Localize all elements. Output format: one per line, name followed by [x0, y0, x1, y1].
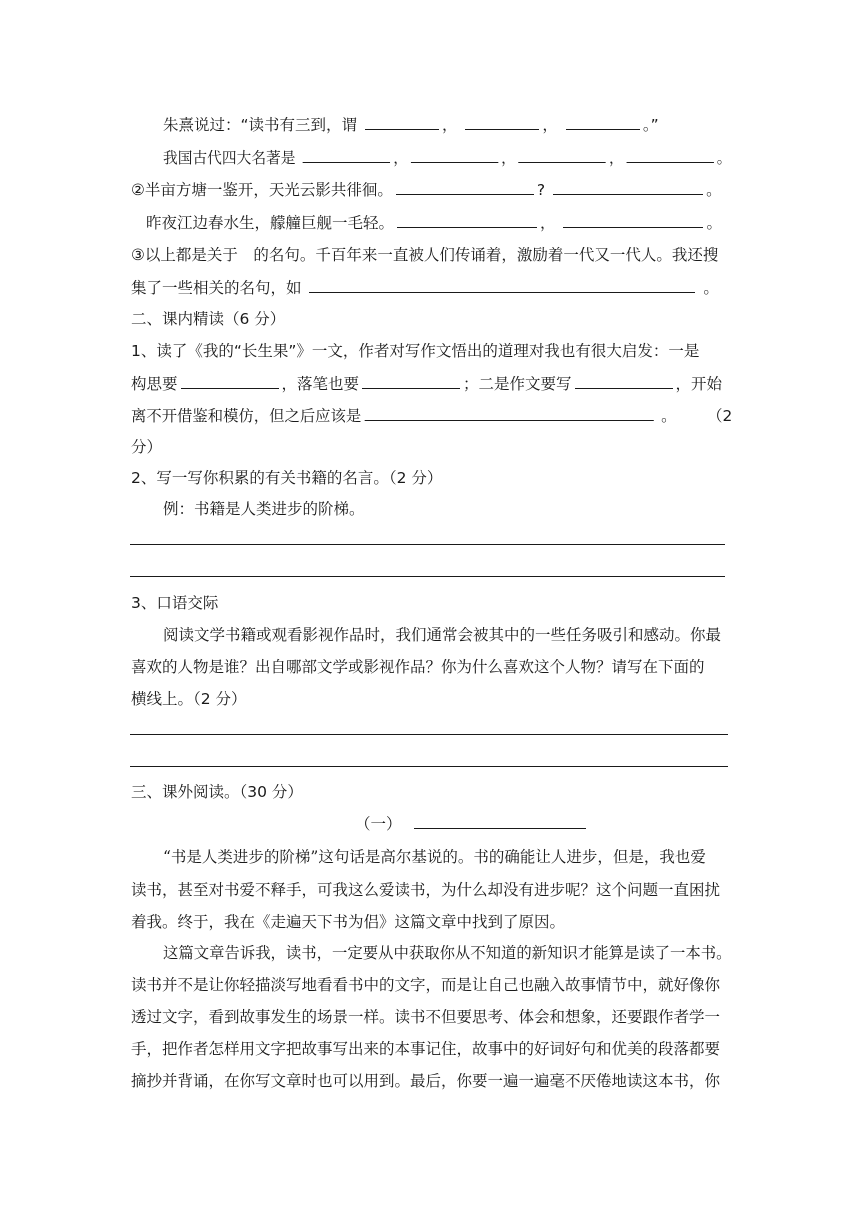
poem1-line: ②半亩方塘一鉴开，天光云影共徘徊。 ? 。: [131, 178, 722, 201]
para2-line-1: 这篇文章告诉我，读书，一定要从中获取你从不知道的新知识才能算是读了一本书。: [163, 944, 732, 962]
para2-line-5: 摘抄并背诵，在你写文章时也可以用到。最后，你要一遍一遍毫不厌倦地读这本书，你: [131, 1072, 721, 1090]
answer-line[interactable]: [130, 544, 725, 545]
passage-heading: （一）: [355, 812, 589, 835]
section3-title: 三、课外阅读。（30 分）: [131, 783, 303, 801]
zhuxi-line: 朱熹说过：“读书有三到，谓 ， ， 。”: [163, 113, 659, 136]
q3-title: 3、口语交际: [131, 594, 219, 612]
answer-line[interactable]: [130, 734, 728, 735]
answer-blank[interactable]: [362, 372, 460, 389]
answer-blank[interactable]: [563, 211, 703, 228]
passage-title-blank[interactable]: [414, 812, 586, 829]
q3-line-1: 阅读文学书籍或观看影视作品时，我们通常会被其中的一些任务吸引和感动。你最: [163, 626, 722, 644]
answer-blank[interactable]: [519, 146, 606, 163]
answer-blank[interactable]: [553, 178, 703, 195]
answer-blank[interactable]: [397, 211, 537, 228]
section2-title: 二、课内精读（6 分）: [131, 310, 286, 328]
q1-line-3: 离不开借鉴和模仿，但之后应该是 。 （2: [131, 404, 732, 427]
answer-blank[interactable]: [365, 113, 439, 130]
para1-line-2: 读书，甚至对书爱不释手，可我这么爱读书，为什么却没有进步呢？这个问题一直困扰: [131, 881, 721, 899]
theme-line-1: ③以上都是关于 的名句。千百年来一直被人们传诵着，激励着一代又一代人。我还搜: [131, 246, 719, 264]
answer-line[interactable]: [130, 766, 728, 767]
poem2-line: 昨夜江边春水生，艨艟巨舰一毛轻。 ， 。: [146, 211, 722, 234]
answer-blank[interactable]: [309, 276, 695, 293]
para2-line-2: 读书并不是让你轻描淡写地看看书中的文字，而是让自己也融入故事情节中，就好像你: [131, 976, 721, 994]
para2-line-4: 手，把作者怎样用文字把故事写出来的本事记住，故事中的好词好句和优美的段落都要: [131, 1040, 721, 1058]
q1-line-2: 构思要 ，落笔也要 ；二是作文要写 ，开始: [131, 372, 722, 395]
q1-line-1: 1、读了《我的“长生果”》一文，作者对写作文悟出的道理对我也有很大启发：一是: [131, 342, 700, 360]
masterpieces-line: 我国古代四大名著是 ， ， ， 。: [163, 146, 732, 169]
para1-line-3: 着我。终于，我在《走遍天下书为侣》这篇文章中找到了原因。: [131, 913, 566, 931]
q2-title: 2、写一写你积累的有关书籍的名言。（2 分）: [131, 469, 443, 487]
answer-blank[interactable]: [411, 146, 498, 163]
q2-example: 例：书籍是人类进步的阶梯。: [163, 500, 365, 518]
answer-blank[interactable]: [396, 178, 534, 195]
answer-blank[interactable]: [627, 146, 714, 163]
answer-blank[interactable]: [181, 372, 279, 389]
answer-blank[interactable]: [465, 113, 539, 130]
q3-line-2: 喜欢的人物是谁？出自哪部文学或影视作品？你为什么喜欢这个人物？请写在下面的: [131, 658, 705, 676]
q3-line-3: 横线上。（2 分）: [131, 690, 247, 708]
para2-line-3: 透过文字，看到故事发生的场景一样。读书不但要思考、体会和想象，还要跟作者学一: [131, 1008, 721, 1026]
answer-blank[interactable]: [566, 113, 640, 130]
answer-blank[interactable]: [303, 146, 390, 163]
answer-blank[interactable]: [575, 372, 673, 389]
theme-line-2: 集了一些相关的名句，如 。: [131, 276, 719, 299]
q1-line-4: 分）: [131, 438, 163, 456]
answer-blank[interactable]: [364, 404, 653, 421]
answer-line[interactable]: [130, 576, 725, 577]
para1-line-1: “书是人类进步的阶梯”这句话是高尔基说的。书的确能让人进步，但是，我也爱: [163, 848, 706, 866]
